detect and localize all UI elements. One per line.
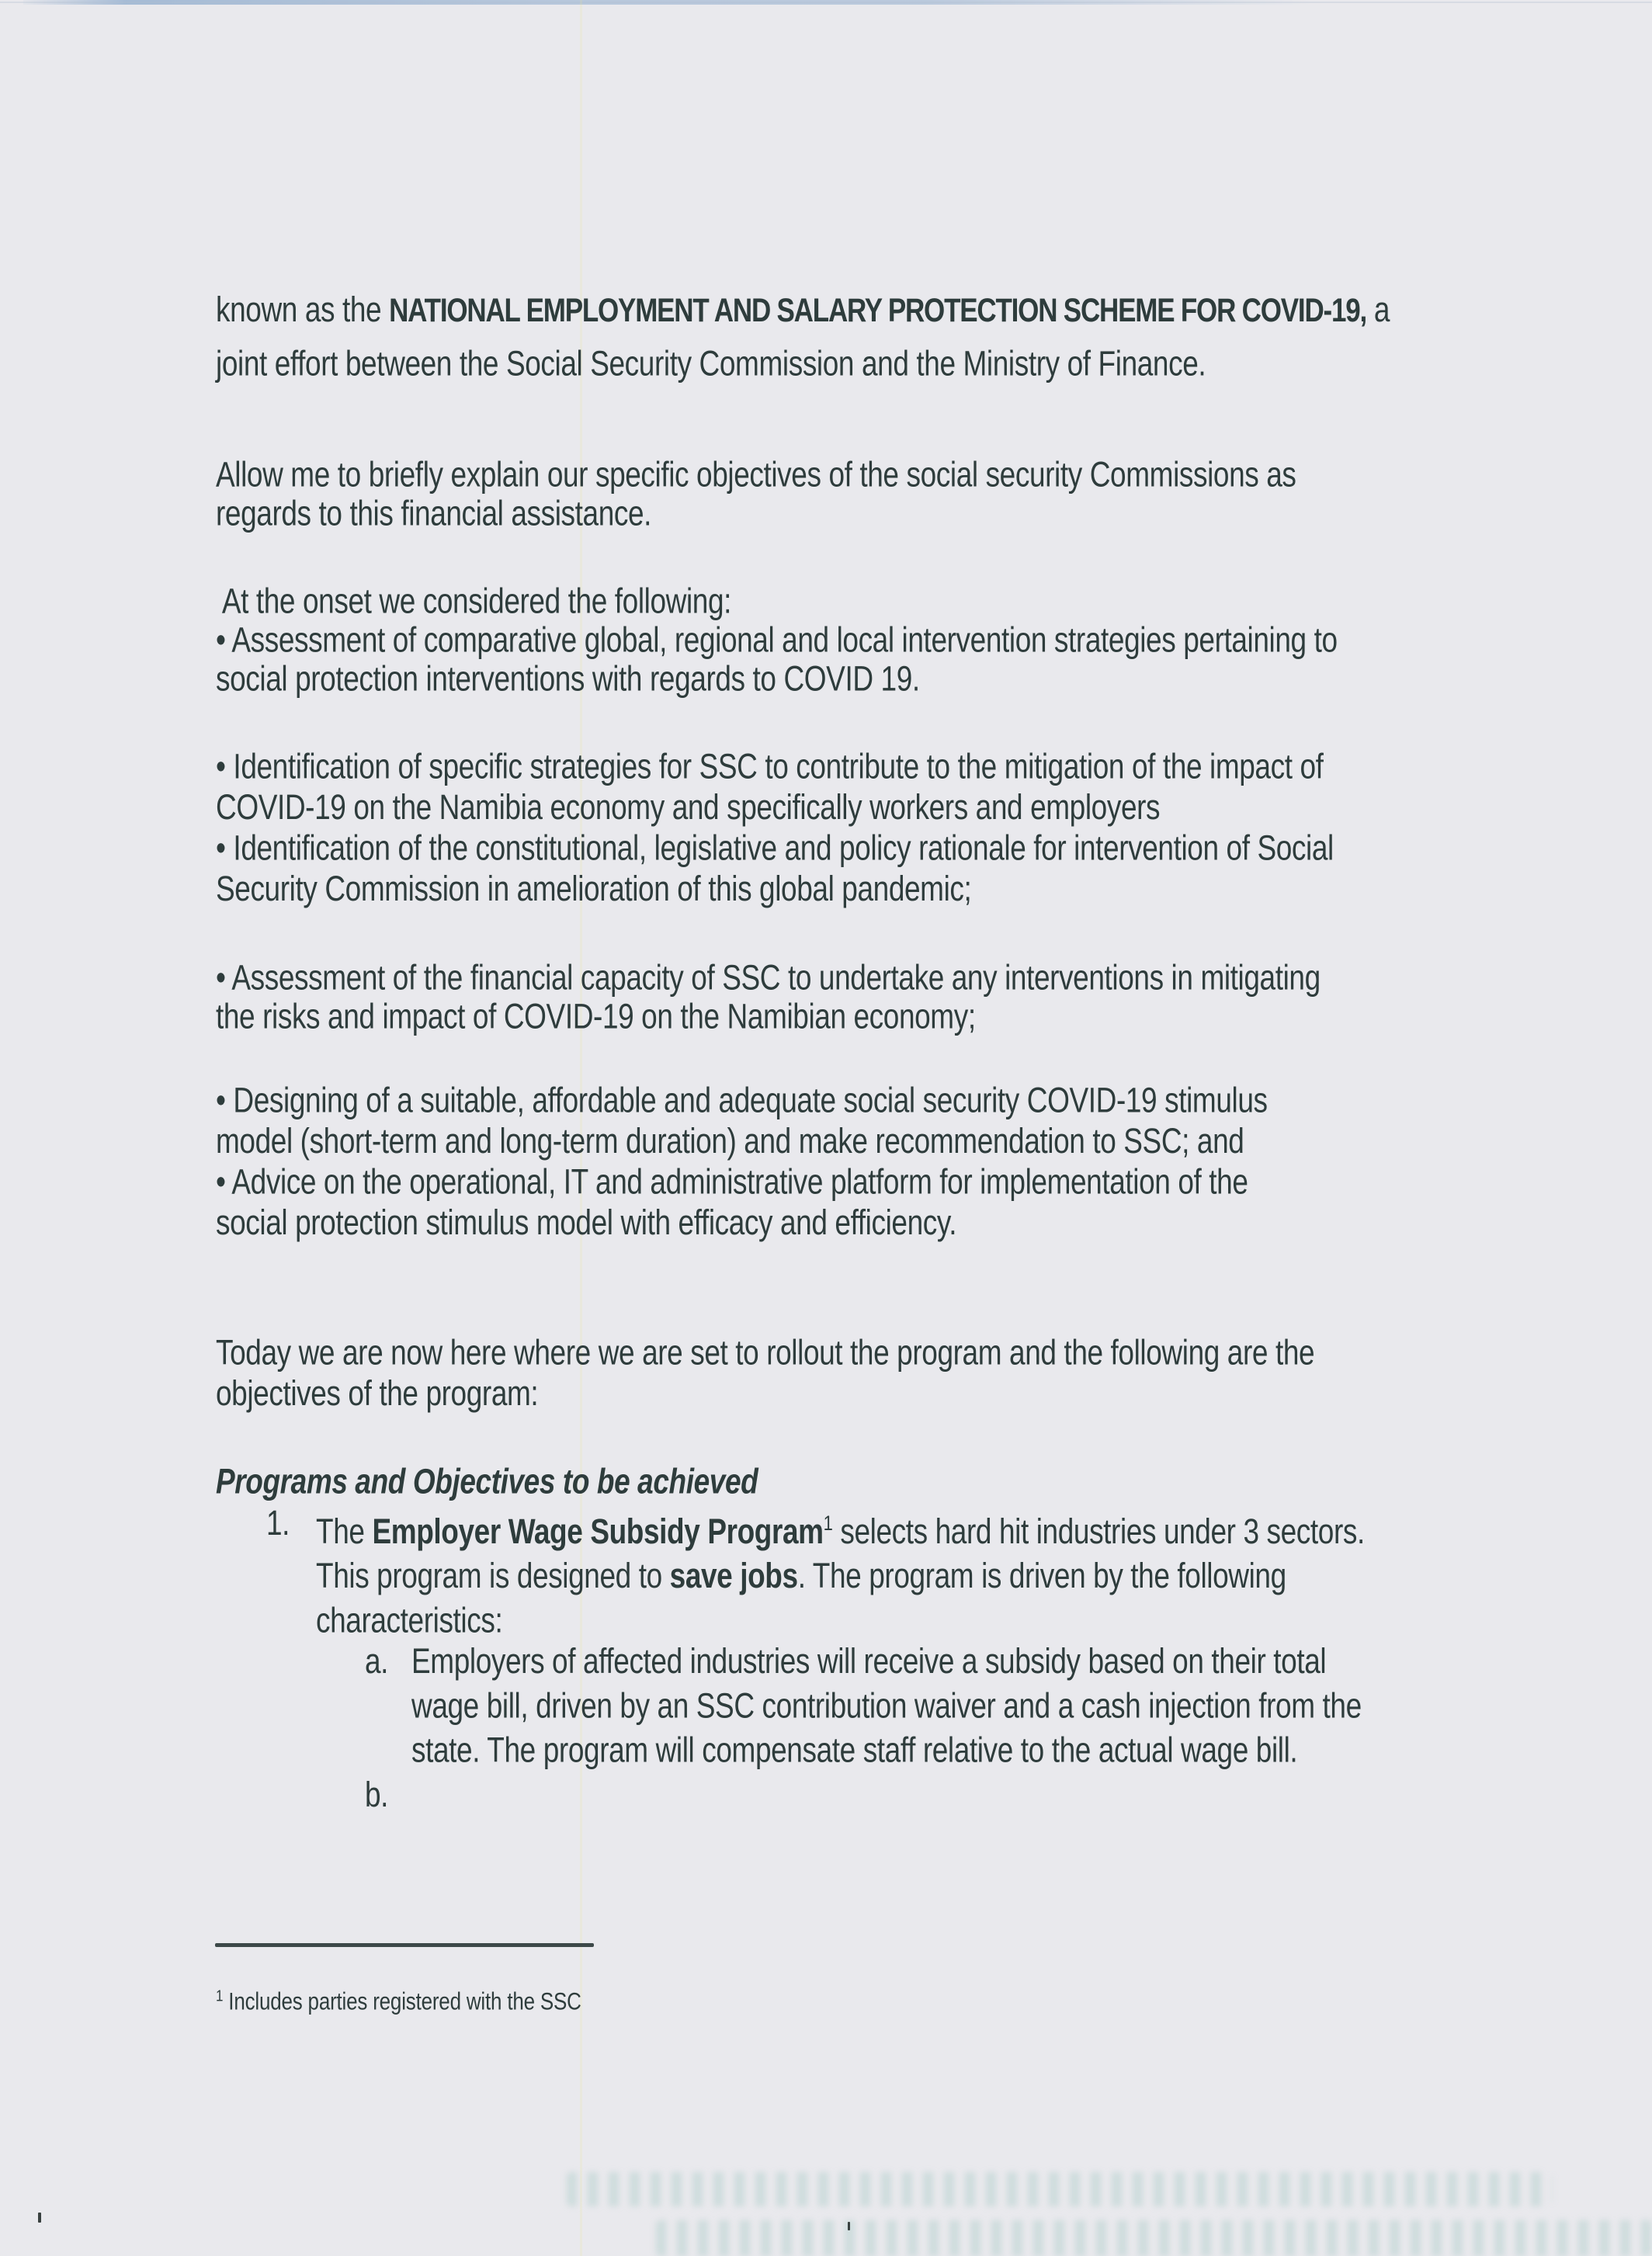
- lettered-item-b: [365, 1772, 388, 1817]
- paragraph-design-advice: [216, 1080, 1268, 1243]
- text-line: Today we are now here where we are set to rollout the program and the following are the: [216, 1333, 1315, 1373]
- paragraph-today: [216, 1332, 1314, 1414]
- text-line: regards to this financial assistance.: [216, 494, 652, 533]
- list-letter-a: a.: [365, 1641, 389, 1681]
- bullet-line: • Identification of specific strategies for SSC to contribute to the mitigation of the impact of: [216, 747, 1324, 786]
- bullet-line: • Designing of a suitable, affordable and adequate social security COVID-19 stimulus: [216, 1081, 1268, 1120]
- ink-bleedthrough-smudge-upper: [567, 2172, 1553, 2206]
- text-line: Allow me to briefly explain our specific objectives of the social security Commissions as: [216, 455, 1296, 495]
- item1-text: The: [316, 1512, 373, 1551]
- text-line: the risks and impact of COVID-19 on the Namibian economy;: [216, 997, 976, 1036]
- numbered-item-1-employer-wage-subsidy: [266, 1501, 1365, 1643]
- scan-top-edge-artifact-2: [0, 2, 1652, 3]
- paragraph-allow: [216, 455, 1296, 533]
- lettered-item-a: [365, 1639, 1362, 1772]
- item1-text: This program is designed to: [316, 1556, 670, 1595]
- footnote-reference-superscript: 1: [823, 1511, 833, 1535]
- text-line: COVID-19 on the Namibia economy and specifically workers and employers: [216, 787, 1161, 827]
- text-line: At the onset we considered the following:: [216, 581, 732, 621]
- bullet-line: • Assessment of the financial capacity of SSC to undertake any interventions in mitigating: [216, 958, 1321, 998]
- item1-text-cont: selects hard hit industries under 3 sectors.: [832, 1512, 1365, 1551]
- paragraph-onset: [216, 581, 1338, 698]
- footnote: [216, 1981, 581, 2016]
- footnote-separator-rule: [215, 1943, 594, 1947]
- bullet-line: • Advice on the operational, IT and administrative platform for implementation of the: [216, 1162, 1248, 1202]
- paragraph-intro: [216, 283, 1390, 390]
- paragraph-assessment: [216, 958, 1321, 1036]
- text-line: objectives of the program:: [216, 1373, 539, 1413]
- itema-text: Employers of affected industries will receive a subsidy based on their total: [411, 1641, 1327, 1681]
- scheme-name-bold: NATIONAL EMPLOYMENT AND SALARY PROTECTION SCHEME FOR COVID-19,: [389, 291, 1367, 329]
- program-name-bold: Employer Wage Subsidy Program: [372, 1512, 824, 1551]
- intro-text: known as the: [216, 290, 390, 329]
- text-line: social protection stimulus model with efficacy and efficiency.: [216, 1203, 957, 1242]
- text-line: joint effort between the Social Security Commission and the Ministry of Finance.: [216, 344, 1206, 384]
- footnote-text: Includes parties registered with the SSC: [223, 1987, 581, 2015]
- text-line: wage bill, driven by an SSC contribution waiver and a cash injection from the: [411, 1686, 1362, 1726]
- save-jobs-bold: save jobs: [669, 1556, 798, 1595]
- scan-speck: [848, 2222, 850, 2230]
- text-line: model (short-term and long-term duration) and make recommendation to SSC; and: [216, 1121, 1244, 1161]
- footnote-line: [216, 1981, 581, 2016]
- text-line: state. The program will compensate staff relative to the actual wage bill.: [411, 1730, 1298, 1770]
- text-line: [216, 283, 1390, 338]
- bullet-line: • Assessment of comparative global, regional and local intervention strategies pertaining to: [216, 620, 1338, 660]
- item1-text-cont: . The program is driven by the following: [797, 1556, 1286, 1595]
- section-heading-programs-objectives: Programs and Objectives to be achieved: [216, 1462, 758, 1501]
- list-letter-b: b.: [365, 1775, 389, 1814]
- intro-text-cont: a: [1366, 290, 1390, 329]
- footnote-number-superscript: 1: [216, 1987, 224, 2005]
- text-line: Security Commission in amelioration of this global pandemic;: [216, 869, 972, 908]
- text-line: social protection interventions with regards to COVID 19.: [216, 659, 920, 699]
- text-line: [266, 1501, 1365, 1553]
- list-number: 1.: [266, 1503, 290, 1543]
- text-line: [316, 1553, 1365, 1598]
- text-line: characteristics:: [316, 1601, 503, 1640]
- scan-speck: [38, 2213, 41, 2223]
- ink-bleedthrough-smudge-lower: [656, 2220, 1652, 2256]
- text-line: [365, 1639, 1362, 1683]
- bullet-line: • Identification of the constitutional, legislative and policy rationale for intervention of Social: [216, 828, 1334, 868]
- paragraph-identification: [216, 746, 1334, 909]
